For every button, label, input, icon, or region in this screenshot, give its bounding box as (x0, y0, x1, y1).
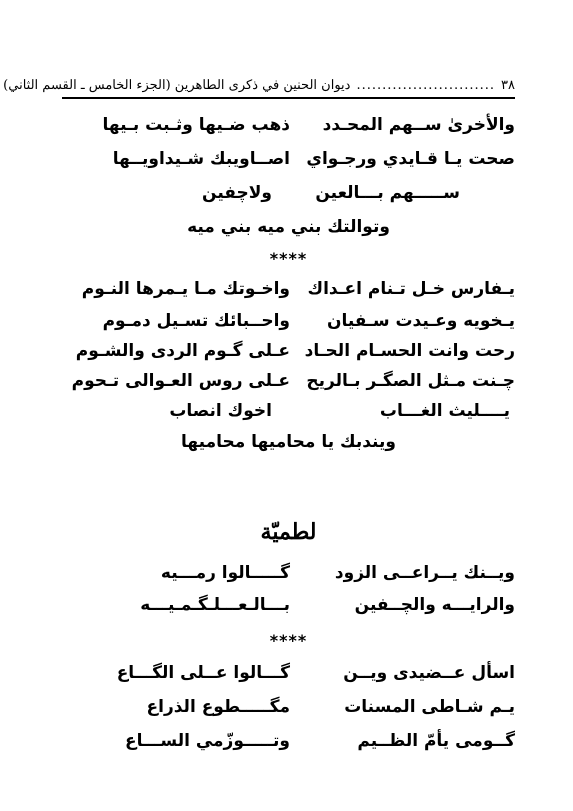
verse-line (62, 697, 515, 731)
verse-left: گـــالوا عــلى الگـــاع (116, 663, 290, 683)
section-separator: **** (269, 249, 308, 268)
verse-line (62, 595, 515, 629)
verse-left: وتـــــوزّمي الســـاع (124, 731, 290, 751)
verse-right: گــومى يأمّ الظــيم (357, 731, 515, 751)
verse-line (62, 371, 515, 405)
verse-right: يــــليث الغـــاب (379, 401, 510, 421)
verse-right: اسأل عــضيدى ويــن (343, 663, 515, 683)
verse-left: اخوك انصاب (169, 401, 272, 421)
verse-right: رحت وانت الحسـام الحـاد (304, 341, 515, 361)
verse-line (62, 149, 515, 183)
verse-right: يـخويه وعـيدت سـفيان (326, 311, 515, 331)
verse-line (62, 663, 515, 697)
verse-left: مگـــــطوع الذراع (146, 697, 290, 717)
verse-line (62, 341, 515, 375)
verse-line (62, 115, 515, 149)
verse-line (62, 563, 515, 597)
verse-right: چـنت مـثل الصگـر بـالريح (306, 371, 515, 391)
verse-right: والأخرىٰ ســهم المحـدد (322, 115, 515, 135)
verse-right: يـفارس خـل تـنام اعـداك (307, 279, 515, 299)
header-title: ديوان الحنين في ذكرى الطاهرين (الجزء الخامس ـ القسم الثاني) (3, 77, 351, 93)
verse-left: گـــــالوا رمـــيه (160, 563, 290, 583)
verse-left: عـلى روس العـوالى تـحوم (71, 371, 290, 391)
page-number: ٣٨ (501, 77, 515, 93)
verse-line (62, 183, 515, 217)
header-rule (62, 97, 515, 99)
section-title: لطميّة (260, 519, 317, 545)
verse-left: واحــبائك تسـيل دمـوم (102, 311, 290, 331)
verse-left: بـــالـعـــلـگـمـيـــه (140, 595, 290, 615)
verse-left: ذهب ضـيها وثـبت بـيها (102, 115, 290, 135)
verse-line (62, 311, 515, 345)
verse-line (62, 279, 515, 313)
verse-right: صحت يـا قـايدي ورجـواي (306, 149, 515, 169)
verse-left: اصــاويبك شـيداويــها (112, 149, 290, 169)
verse-left: واخـوتك مـا يـمرها النـوم (81, 279, 290, 299)
verse-line (62, 401, 515, 435)
verse-right: يـم شـاطى المسنات (344, 697, 515, 717)
refrain-line (62, 432, 515, 466)
section-separator: **** (269, 631, 308, 650)
refrain-text: وتوالتك بني ميه بني ميه (187, 217, 390, 237)
header-dots: ........................... (356, 77, 496, 93)
verse-line (62, 731, 515, 765)
verse-right: والرايـــه والچــفين (354, 595, 515, 615)
verse-right: ويــنك يــراعــى الزود (334, 563, 515, 583)
verse-right: ســـــهم بـــالعين (315, 183, 460, 203)
refrain-line (62, 217, 515, 251)
verse-left: ولاچفين (202, 183, 272, 203)
verse-left: عـلى گـوم الردى والشـوم (75, 341, 290, 361)
refrain-text: ويندبك يا محاميها محاميها (181, 432, 396, 452)
running-header (3, 74, 515, 96)
